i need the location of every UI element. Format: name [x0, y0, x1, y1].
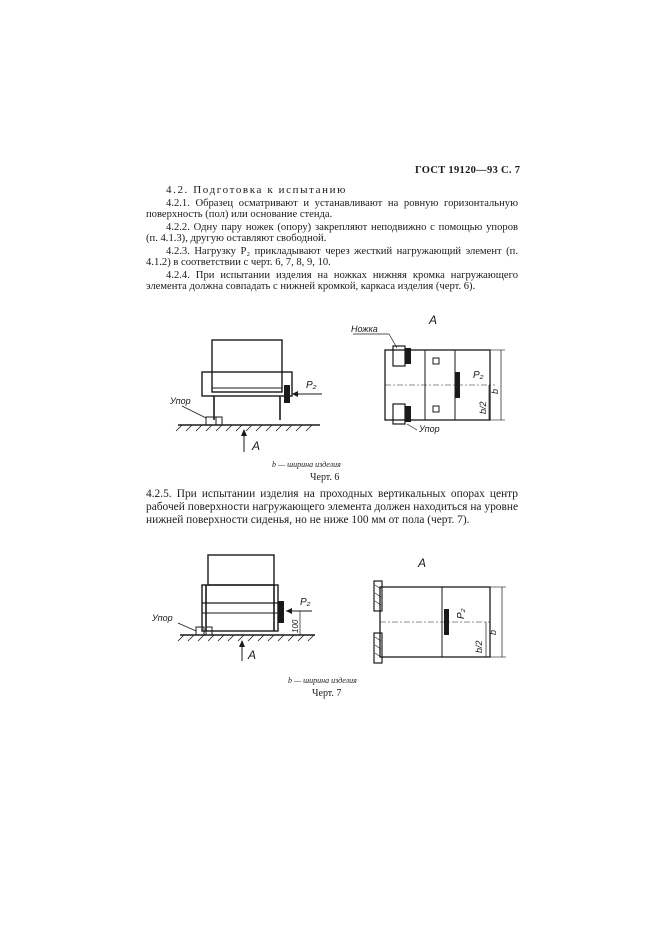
height-label: 100 — [291, 619, 300, 633]
paragraph-text: 4.2.2. Одну пару ножек (опору) закрепляют неподвижно с помощью упоров (п. 4.1.3), другую оставляют свободной. — [146, 222, 518, 245]
paragraph-4-2-2 — [146, 222, 518, 244]
paragraph-text: 4.2.5. При испытании изделия на проходных вертикальных опорах центр рабочей поверхности нагружающего элемента должен находиться на уровне нижней поверхности сиденья, но не ниже 100 мм от пола (черт. 7). — [146, 488, 518, 526]
page-header: ГОСТ 19120—93 С. 7 — [415, 165, 521, 176]
figure-6-caption: Черт. 6 — [310, 472, 340, 483]
load-label: P₂ — [456, 608, 467, 619]
figure-6-top-view — [345, 310, 515, 440]
paragraph-text: 4.2.4. При испытании изделия на ножках нижняя кромка нагружающего элемента должна совпадать с нижней кромкой, каркаса изделия (черт. 6). — [146, 270, 518, 293]
view-label: A — [418, 556, 427, 570]
view-label: A — [248, 648, 257, 662]
figure-7-caption: Черт. 7 — [312, 688, 342, 699]
leg-label: Ножка — [351, 324, 378, 334]
paragraph-text: 4.2.1. Образец осматривают и устанавливают на ровную горизонтальную поверхность (пол) или основание стенда. — [146, 198, 518, 221]
stop-label: Упор — [170, 396, 191, 406]
view-label: A — [252, 439, 261, 453]
figure-7-top-view — [360, 553, 510, 673]
view-label: A — [429, 313, 438, 327]
paragraph-text: 4.2.3. Нагрузку P₂ прикладывают через жесткий нагружающий элемент (п. 4.1.2) в соответствии с черт. 6, 7, 8, 9, 10. — [146, 246, 518, 269]
section-title: 4.2. Подготовка к испытанию — [166, 184, 347, 196]
width-label: b — [488, 629, 498, 635]
half-width-label: b/2 — [474, 640, 484, 653]
paragraph-4-2-3 — [146, 246, 518, 268]
width-label: b — [490, 388, 500, 394]
figure-6-note: b — ширина изделия — [272, 460, 341, 469]
figure-6-side-view — [160, 330, 330, 460]
paragraph-4-2-5 — [146, 488, 518, 526]
paragraph-4-2-4 — [146, 270, 518, 292]
load-label: P₂ — [473, 370, 484, 381]
figure-7-note: b — ширина изделия — [288, 676, 357, 685]
half-width-label: b/2 — [478, 401, 488, 414]
load-label: P₂ — [306, 380, 317, 391]
load-label: P₂ — [300, 597, 311, 608]
stop-label: Упор — [419, 424, 440, 434]
stop-label: Упор — [152, 613, 173, 623]
paragraph-4-2-1 — [146, 198, 518, 220]
figure-7-side-view — [150, 555, 325, 670]
